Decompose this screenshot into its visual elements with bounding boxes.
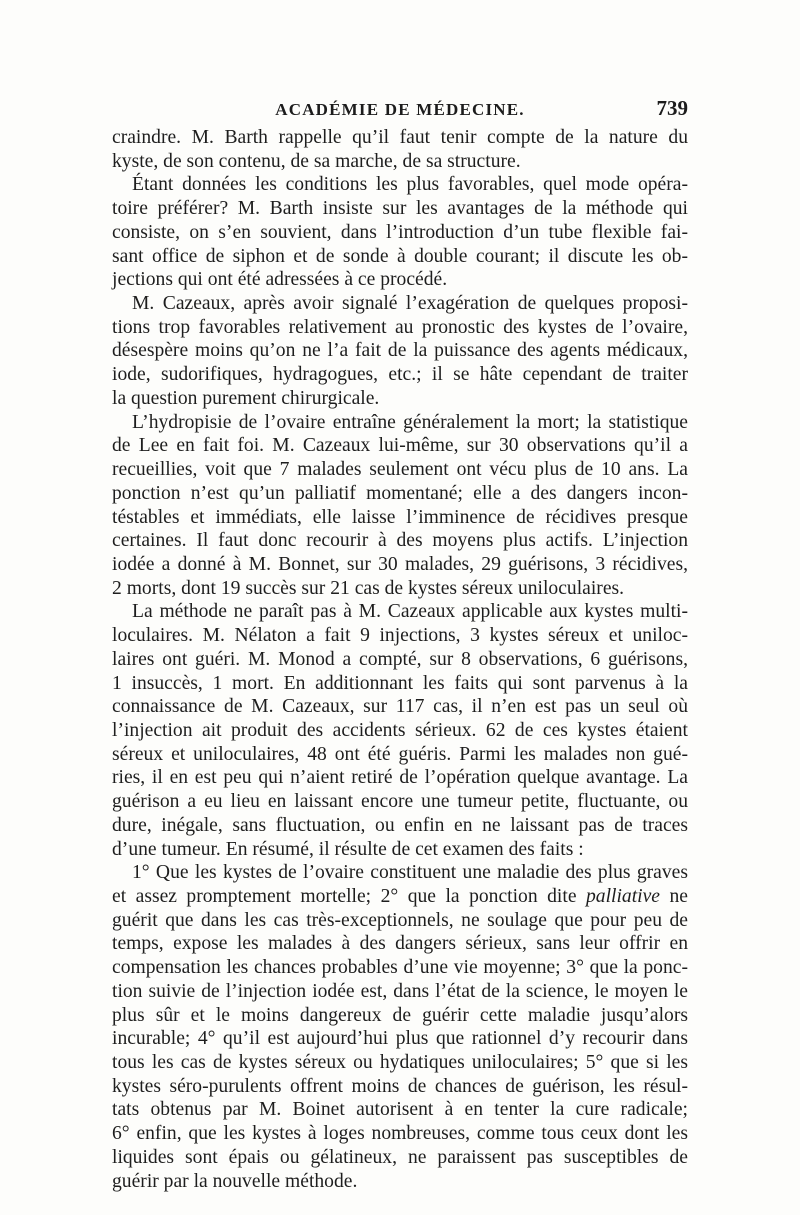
text-line: 6° enfin, que les kystes à loges nombreuses, comme tous ceux dont les [112, 1123, 688, 1145]
text-line: la question purement chirurgicale. [112, 387, 380, 409]
text-line: 1 insuccès, 1 mort. En additionnant les faits qui sont parvenus à la [112, 672, 688, 694]
text-line: tats obtenus par M. Boinet autorisent à en tenter la cure radicale; [112, 1099, 688, 1121]
text-line: d’une tumeur. En résumé, il résulte de cet examen des faits : [112, 838, 584, 860]
text-line: laires ont guéri. M. Monod a compté, sur 8 observations, 6 guérisons, [112, 648, 688, 670]
text-line: liquides sont épais ou gélatineux, ne paraissent pas susceptibles de [112, 1146, 688, 1168]
text-line: téstables et immédiats, elle laisse l’imminence de récidives presque [112, 506, 688, 528]
text-line: incurable; 4° qu’il est aujourd’hui plus que rationnel d’y recourir dans [112, 1028, 688, 1050]
body-text [112, 126, 688, 1193]
text-line: ponction n’est qu’un palliatif momentané; elle a des dangers incon- [112, 482, 688, 504]
text-line: jections qui ont été adressées à ce procédé. [112, 269, 448, 291]
text-line: recueillies, voit que 7 malades seulement ont vécu plus de 10 ans. La [112, 459, 688, 481]
text-line: guérir par la nouvelle méthode. [112, 1170, 358, 1192]
text-line: kyste, de son contenu, de sa marche, de sa structure. [112, 150, 521, 172]
italic-term: palliative [586, 886, 661, 907]
text-line: iodée a donné à M. Bonnet, sur 30 malades, 29 guérisons, 3 récidives, [112, 553, 688, 575]
text-line: dure, inégale, sans fluctuation, ou enfin en ne laissant pas de traces [112, 814, 688, 836]
text-line: tion suivie de l’injection iodée est, dans l’état de la science, le moyen le [112, 980, 688, 1002]
page-header [112, 96, 688, 126]
text-line: séreux et uniloculaires, 48 ont été guéris. Parmi les malades non gué- [112, 743, 688, 765]
text-line: plus sûr et le moins dangereux de guérir cette maladie jusqu’alors [112, 1004, 688, 1026]
text-line: consiste, on s’en souvient, dans l’introduction d’un tube flexible fai- [112, 221, 688, 243]
text-line: loculaires. M. Nélaton a fait 9 injections, 3 kystes séreux et uniloc- [112, 625, 688, 647]
text-line: kystes séro-purulents offrent moins de chances de guérison, les résul- [112, 1075, 688, 1097]
text-line: tions trop favorables relativement au pronostic des kystes de l’ovaire, [112, 316, 688, 338]
text-run: et assez promptement mortelle; 2° que la ponction dite [112, 886, 577, 907]
text-line: craindre. M. Barth rappelle qu’il faut tenir compte de la nature du [112, 127, 688, 148]
text-line: La méthode ne paraît pas à M. Cazeaux applicable aux kystes multi- [132, 601, 688, 623]
text-line: M. Cazeaux, après avoir signalé l’exagération de quelques proposi- [132, 293, 688, 315]
text-line: de Lee en fait foi. M. Cazeaux lui-même, sur 30 observations qu’il a [112, 435, 688, 457]
page-number: 739 [656, 96, 688, 120]
text-line [112, 885, 688, 909]
text-line: connaissance de M. Cazeaux, sur 117 cas, il n’en est pas un seul où [112, 696, 688, 718]
text-line: toire préférer? M. Barth insiste sur les avantages de la méthode qui [112, 198, 688, 220]
text-line: guérit que dans les cas très-exceptionnels, ne soulage que pour peu de [112, 909, 688, 931]
text-line: sant office de siphon et de sonde à double courant; il discute les ob- [112, 245, 688, 267]
text-run: ne [669, 886, 688, 907]
text-line: 1° Que les kystes de l’ovaire constituent une maladie des plus graves [132, 862, 688, 884]
text-line: guérison a eu lieu en laissant encore une tumeur petite, fluctuante, ou [112, 791, 688, 813]
text-line: compensation les chances probables d’une vie moyenne; 3° que la ponc- [112, 957, 688, 979]
text-line: 2 morts, dont 19 succès sur 21 cas de kystes séreux uniloculaires. [112, 577, 625, 599]
text-line: tous les cas de kystes séreux ou hydatiques uniloculaires; 5° que si les [112, 1052, 688, 1074]
text-line: certaines. Il faut donc recourir à des moyens plus actifs. L’injection [112, 530, 688, 552]
text-line: L’hydropisie de l’ovaire entraîne généralement la mort; la statistique [132, 411, 688, 433]
text-line: ries, il en est peu qui n’aient retiré de l’opération quelque avantage. La [112, 767, 688, 789]
text-line: iode, sudorifiques, hydragogues, etc.; il se hâte cependant de traiter [112, 364, 688, 386]
text-line: l’injection ait produit des accidents sérieux. 62 de ces kystes étaient [112, 719, 688, 741]
text-line: Étant données les conditions les plus favorables, quel mode opéra- [132, 174, 688, 196]
running-title: ACADÉMIE DE MÉDECINE. [275, 100, 525, 119]
text-line: désespère moins qu’on ne l’a fait de la puissance des agents médicaux, [112, 340, 688, 362]
text-line: temps, expose les malades à des dangers sérieux, sans leur offrir en [112, 933, 688, 955]
